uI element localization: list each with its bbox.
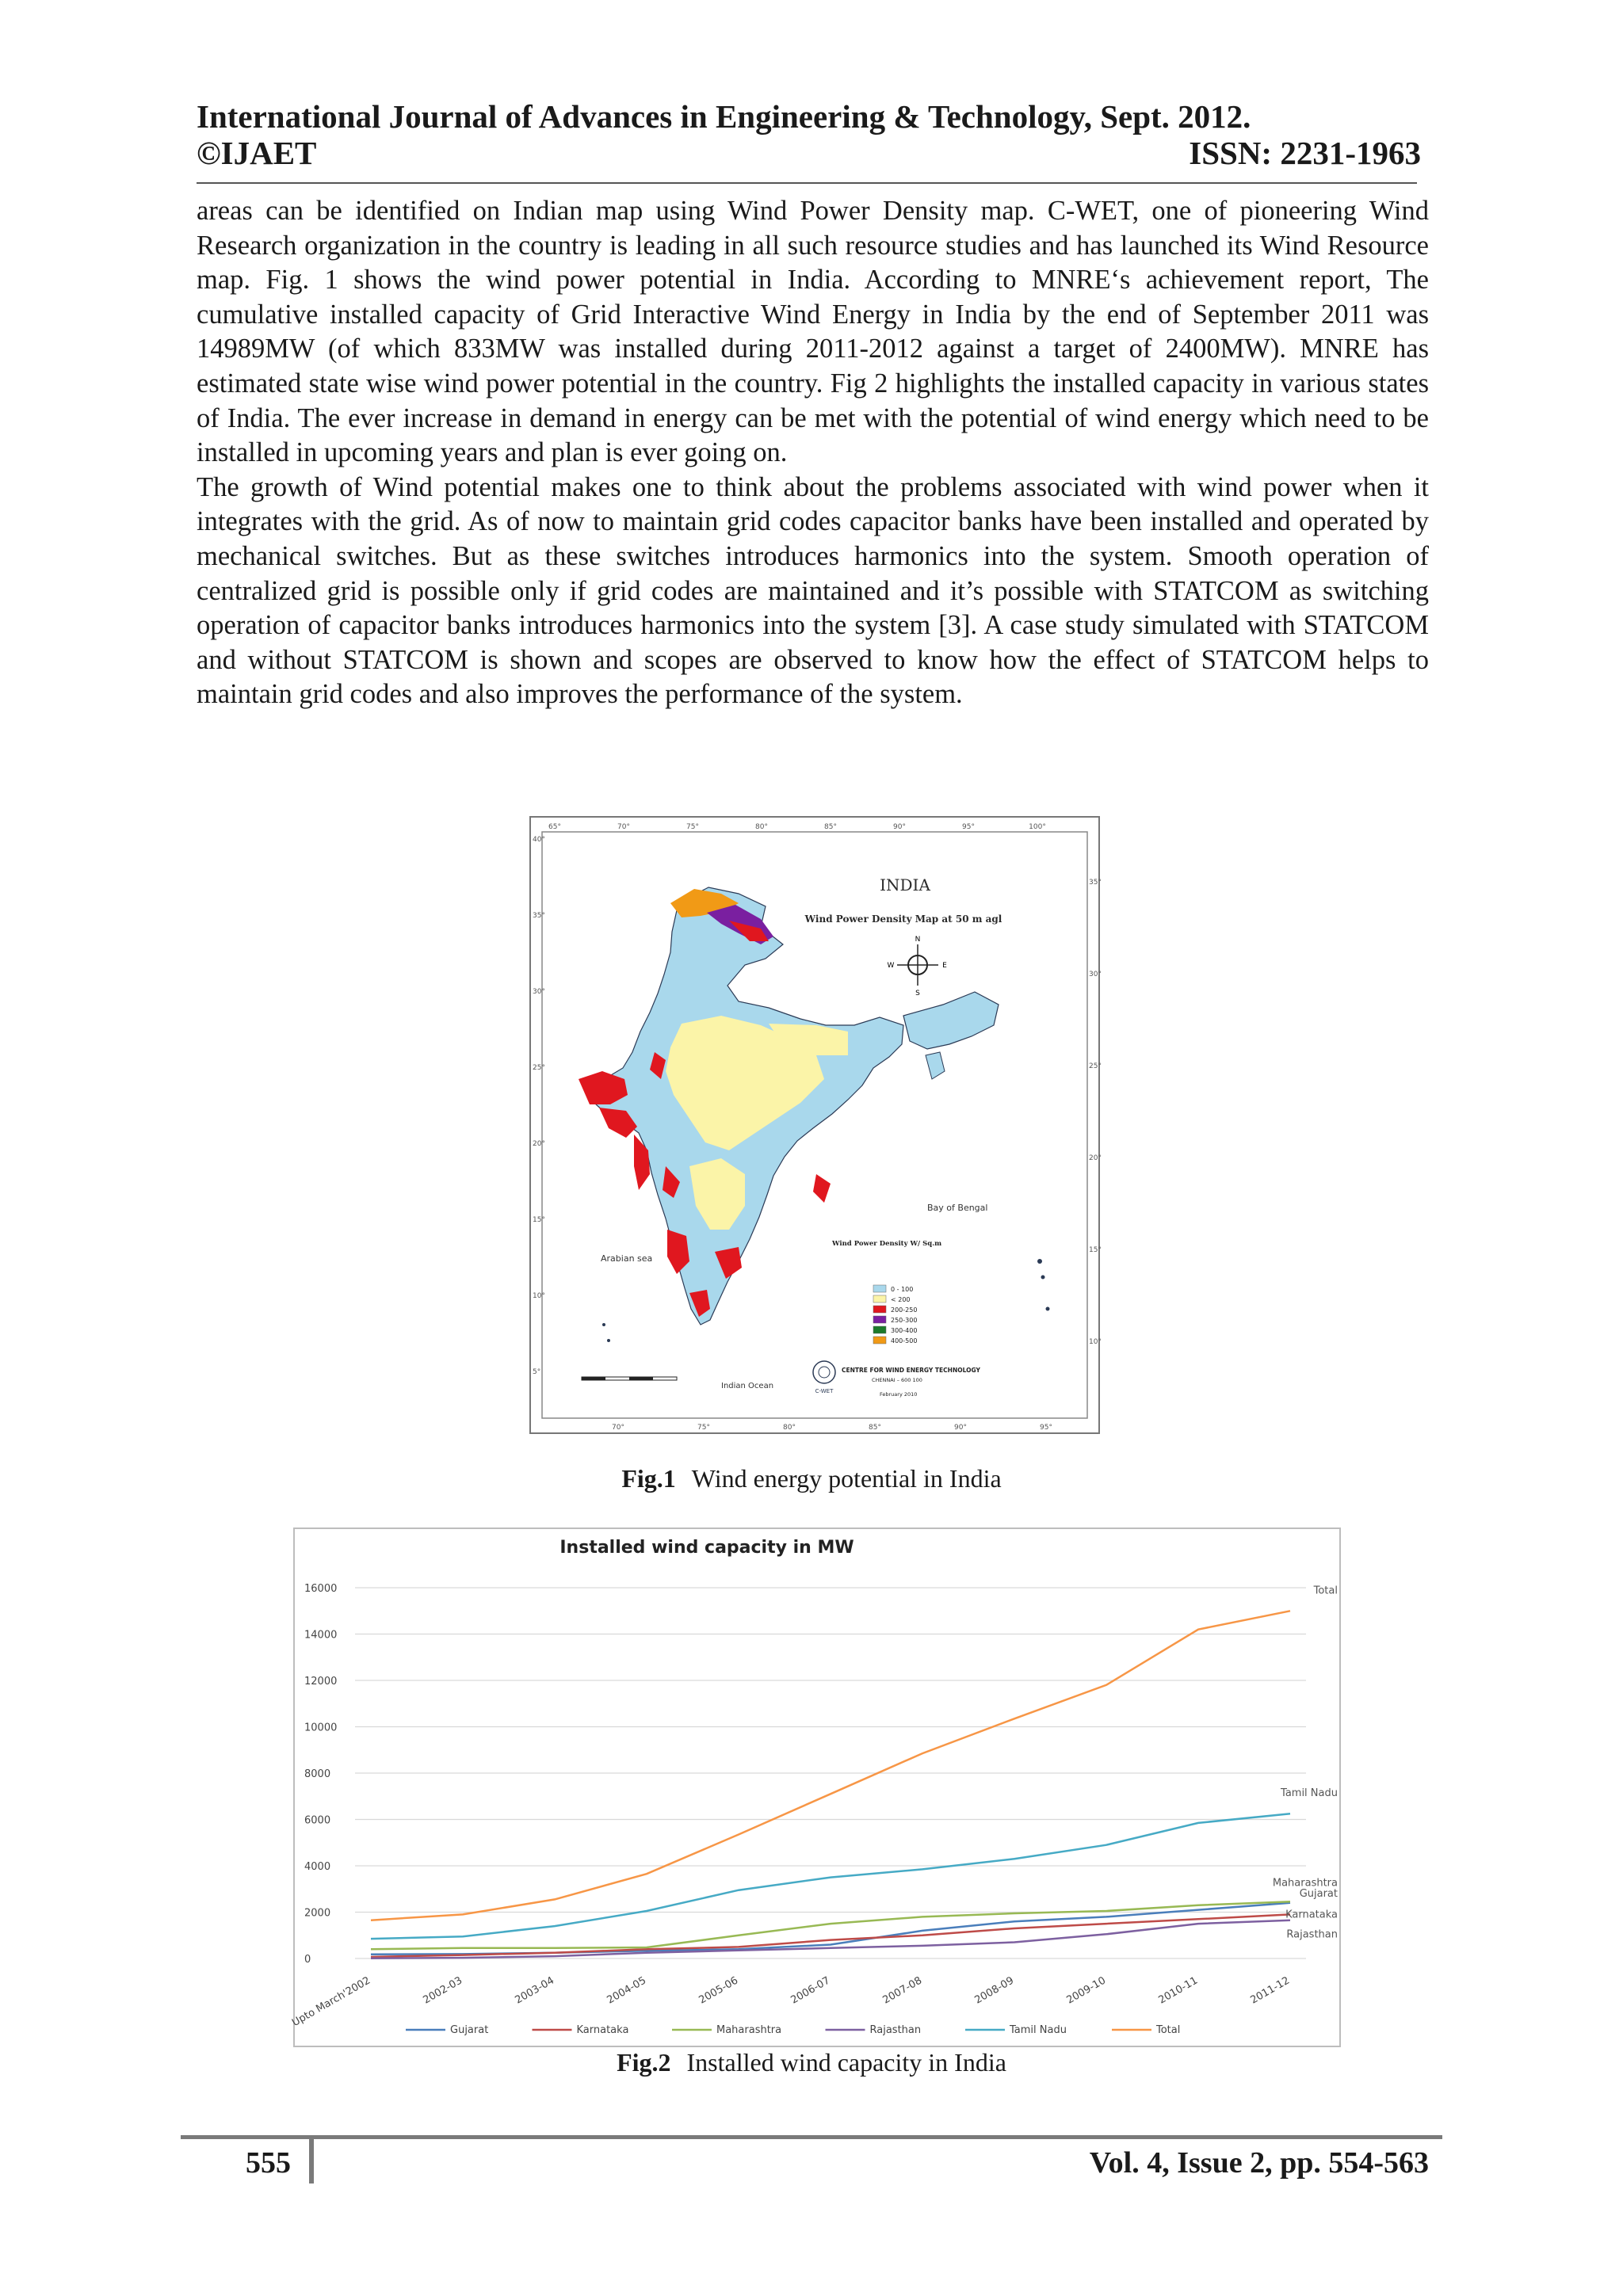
footer-rule: [181, 2135, 1442, 2139]
map-tick-bottom: 90°: [954, 1424, 967, 1432]
indian-ocean-label: Indian Ocean: [721, 1382, 774, 1390]
map-tick-bottom: 85°: [869, 1424, 881, 1432]
compass-n: N: [915, 936, 921, 944]
figure-2-caption: [0, 2048, 1623, 2077]
y-tick-label: 12000: [304, 1676, 338, 1688]
journal-title: International Journal of Advances in Engineering & Technology, Sept. 2012.: [197, 98, 1251, 135]
issn: ISSN: 2231-1963: [1189, 135, 1421, 171]
end-label: Rajasthan: [1286, 1928, 1338, 1941]
legend-swatch: [873, 1316, 886, 1323]
map-tick-right: 35°: [1089, 879, 1102, 887]
y-tick-label: 2000: [304, 1907, 331, 1920]
map-tick-top: 95°: [962, 823, 975, 831]
end-label: Tamil Nadu: [1281, 1787, 1338, 1800]
map-tick-right: 15°: [1089, 1246, 1102, 1254]
map-tick-bottom: 75°: [697, 1424, 710, 1432]
series-line-tamil-nadu: [371, 1814, 1290, 1939]
running-header: [197, 98, 1421, 171]
legend-label: 250-300: [891, 1317, 918, 1324]
map-title: INDIA: [880, 875, 930, 894]
map-tick-top: 90°: [893, 823, 906, 831]
map-tick-top: 85°: [824, 823, 837, 831]
compass-s: S: [915, 990, 920, 997]
map-tick-bottom: 80°: [783, 1424, 796, 1432]
legend-swatch: [873, 1306, 886, 1313]
org-address: CHENNAI – 600 100: [872, 1377, 922, 1383]
map-tick-top: 65°: [548, 823, 561, 831]
arabian-sea-label: Arabian sea: [601, 1253, 653, 1264]
map-tick-left: 25°: [533, 1064, 545, 1072]
figure-2-caption-text: Installed wind capacity in India: [686, 2048, 1006, 2077]
map-tick-left: 40°: [533, 836, 545, 844]
y-tick-label: 8000: [304, 1768, 331, 1780]
figure-1-map: [529, 816, 1100, 1434]
x-tick-label: 2009-10: [1064, 1974, 1108, 2007]
x-tick-label: 2004-05: [605, 1974, 648, 2007]
map-tick-top: 75°: [686, 823, 699, 831]
legend-swatch: [873, 1326, 886, 1333]
x-tick-label: 2008-09: [972, 1974, 1016, 2007]
compass-e: E: [942, 962, 947, 970]
series-line-maharashtra: [371, 1901, 1290, 1949]
end-label: Gujarat: [1299, 1887, 1338, 1900]
paragraph-1: areas can be identified on Indian map using Wind Power Density map. C-WET, one of pioneering Wind Research organization in the country is leading in all such resource studies and has launched its Wind Resource map. Fig. 1 shows the wind power potential in India. According to MNRE‘s achievement report, The cumulative installed capacity of Grid Interactive Wind Energy in India by the end of September 2011 was 14989MW (of which 833MW was installed during 2011-2012 against a target of 2400MW). MNRE has estimated state wise wind power potential in the country. Fig 2 highlights the installed capacity in various states of India. The ever increase in demand in energy can be met with the potential of wind energy which need to be installed in upcoming years and plan is ever going on.: [197, 196, 1429, 468]
figure-1-caption: [0, 1464, 1623, 1493]
map-tick-left: 10°: [533, 1292, 545, 1300]
org-name: CENTRE FOR WIND ENERGY TECHNOLOGY: [842, 1367, 980, 1374]
legend-label: 0 - 100: [891, 1286, 914, 1293]
andaman-island: [1037, 1259, 1042, 1264]
legend-item: Rajasthan: [869, 2024, 922, 2036]
footer-tick: [309, 2139, 314, 2183]
bay-of-bengal-label: Bay of Bengal: [927, 1203, 988, 1213]
end-label: Maharashtra: [1272, 1877, 1338, 1890]
x-tick-label: 2003-04: [513, 1974, 556, 2007]
x-tick-label: Upto March'2002: [290, 1974, 372, 2030]
y-tick-label: 0: [304, 1954, 311, 1966]
legend-item: Tamil Nadu: [1010, 2024, 1067, 2036]
y-tick-label: 4000: [304, 1861, 331, 1873]
legend-label: 400-500: [891, 1337, 918, 1344]
legend-item: Maharashtra: [716, 2024, 782, 2036]
copyright: ©IJAET: [197, 135, 317, 171]
y-tick-label: 6000: [304, 1814, 331, 1827]
legend-item: Total: [1156, 2024, 1181, 2036]
wind-capacity-chart: [290, 1529, 1339, 2046]
lakshadweep-island: [602, 1323, 605, 1326]
y-tick-label: 14000: [304, 1629, 338, 1642]
map-tick-right: 10°: [1089, 1338, 1102, 1346]
page-number: 555: [246, 2146, 291, 2180]
x-tick-label: 2005-06: [697, 1974, 740, 2007]
chart-title: Installed wind capacity in MW: [559, 1538, 854, 1558]
y-tick-label: 10000: [304, 1722, 338, 1734]
compass-w: W: [887, 962, 895, 970]
header-row: [197, 135, 1421, 171]
legend-label: 200-250: [891, 1306, 918, 1314]
map-tick-left: 20°: [533, 1140, 545, 1148]
legend-label: 300-400: [891, 1327, 918, 1334]
wind-map-svg: [531, 818, 1102, 1432]
body-text: [197, 194, 1429, 712]
map-tick-right: 30°: [1089, 971, 1102, 978]
scale-bar: [582, 1377, 677, 1380]
figure-1-label: Fig.1: [621, 1464, 676, 1493]
map-tick-right: 25°: [1089, 1062, 1102, 1070]
legend-swatch: [873, 1337, 886, 1344]
logo-text: C-WET: [815, 1388, 834, 1394]
volume-info: Vol. 4, Issue 2, pp. 554-563: [1089, 2146, 1429, 2180]
figure-2-label: Fig.2: [617, 2048, 671, 2077]
nicobar-island: [1046, 1307, 1050, 1311]
x-tick-label: 2006-07: [789, 1974, 832, 2007]
figure-2-chart: [290, 1527, 1341, 2047]
legend-label: < 200: [891, 1296, 911, 1303]
legend-swatch: [873, 1295, 886, 1302]
x-tick-label: 2002-03: [421, 1974, 464, 2007]
paragraph-2: The growth of Wind potential makes one to think about the problems associated with wind power when it integrates with the grid. As of now to maintain grid codes capacitor banks have been installed and operated by mechanical switches. But as these switches introduces harmonics into the system. Smooth operation of centralized grid is possible only if grid codes are maintained and it’s possible with STATCOM as switching operation of capacitor banks introduces harmonics into the system [3]. A case study simulated with STATCOM and without STATCOM is shown and scopes are observed to know how the effect of STATCOM helps to maintain grid codes and also improves the performance of the system.: [197, 471, 1429, 710]
map-tick-top: 70°: [617, 823, 630, 831]
x-tick-label: 2010-11: [1156, 1974, 1200, 2007]
x-tick-label: 2007-08: [880, 1974, 924, 2007]
map-tick-bottom: 95°: [1040, 1424, 1052, 1432]
series-line-total: [371, 1611, 1290, 1920]
map-tick-left: 15°: [533, 1216, 545, 1224]
org-date: February 2010: [880, 1391, 918, 1398]
map-tick-left: 30°: [533, 988, 545, 996]
legend-title: Wind Power Density W/ Sq.m: [832, 1240, 942, 1248]
x-tick-label: 2011-12: [1248, 1974, 1292, 2007]
figure-1-caption-text: Wind energy potential in India: [691, 1464, 1002, 1493]
map-subtitle: Wind Power Density Map at 50 m agl: [804, 913, 1002, 925]
andaman-island-2: [1041, 1276, 1045, 1280]
map-tick-left: 5°: [533, 1368, 541, 1376]
end-label: Karnataka: [1285, 1909, 1338, 1921]
y-tick-label: 16000: [304, 1583, 338, 1595]
header-rule: [197, 182, 1417, 184]
lakshadweep-island-2: [607, 1339, 610, 1342]
series-line-karnataka: [371, 1914, 1290, 1957]
map-tick-left: 35°: [533, 912, 545, 920]
map-tick-right: 20°: [1089, 1154, 1102, 1162]
legend-item: Gujarat: [450, 2024, 489, 2036]
end-label: Total: [1313, 1585, 1338, 1597]
map-tick-top: 100°: [1029, 823, 1046, 831]
map-tick-bottom: 70°: [612, 1424, 624, 1432]
map-tick-top: 80°: [755, 823, 768, 831]
legend-item: Karnataka: [576, 2024, 629, 2036]
legend-swatch: [873, 1285, 886, 1292]
